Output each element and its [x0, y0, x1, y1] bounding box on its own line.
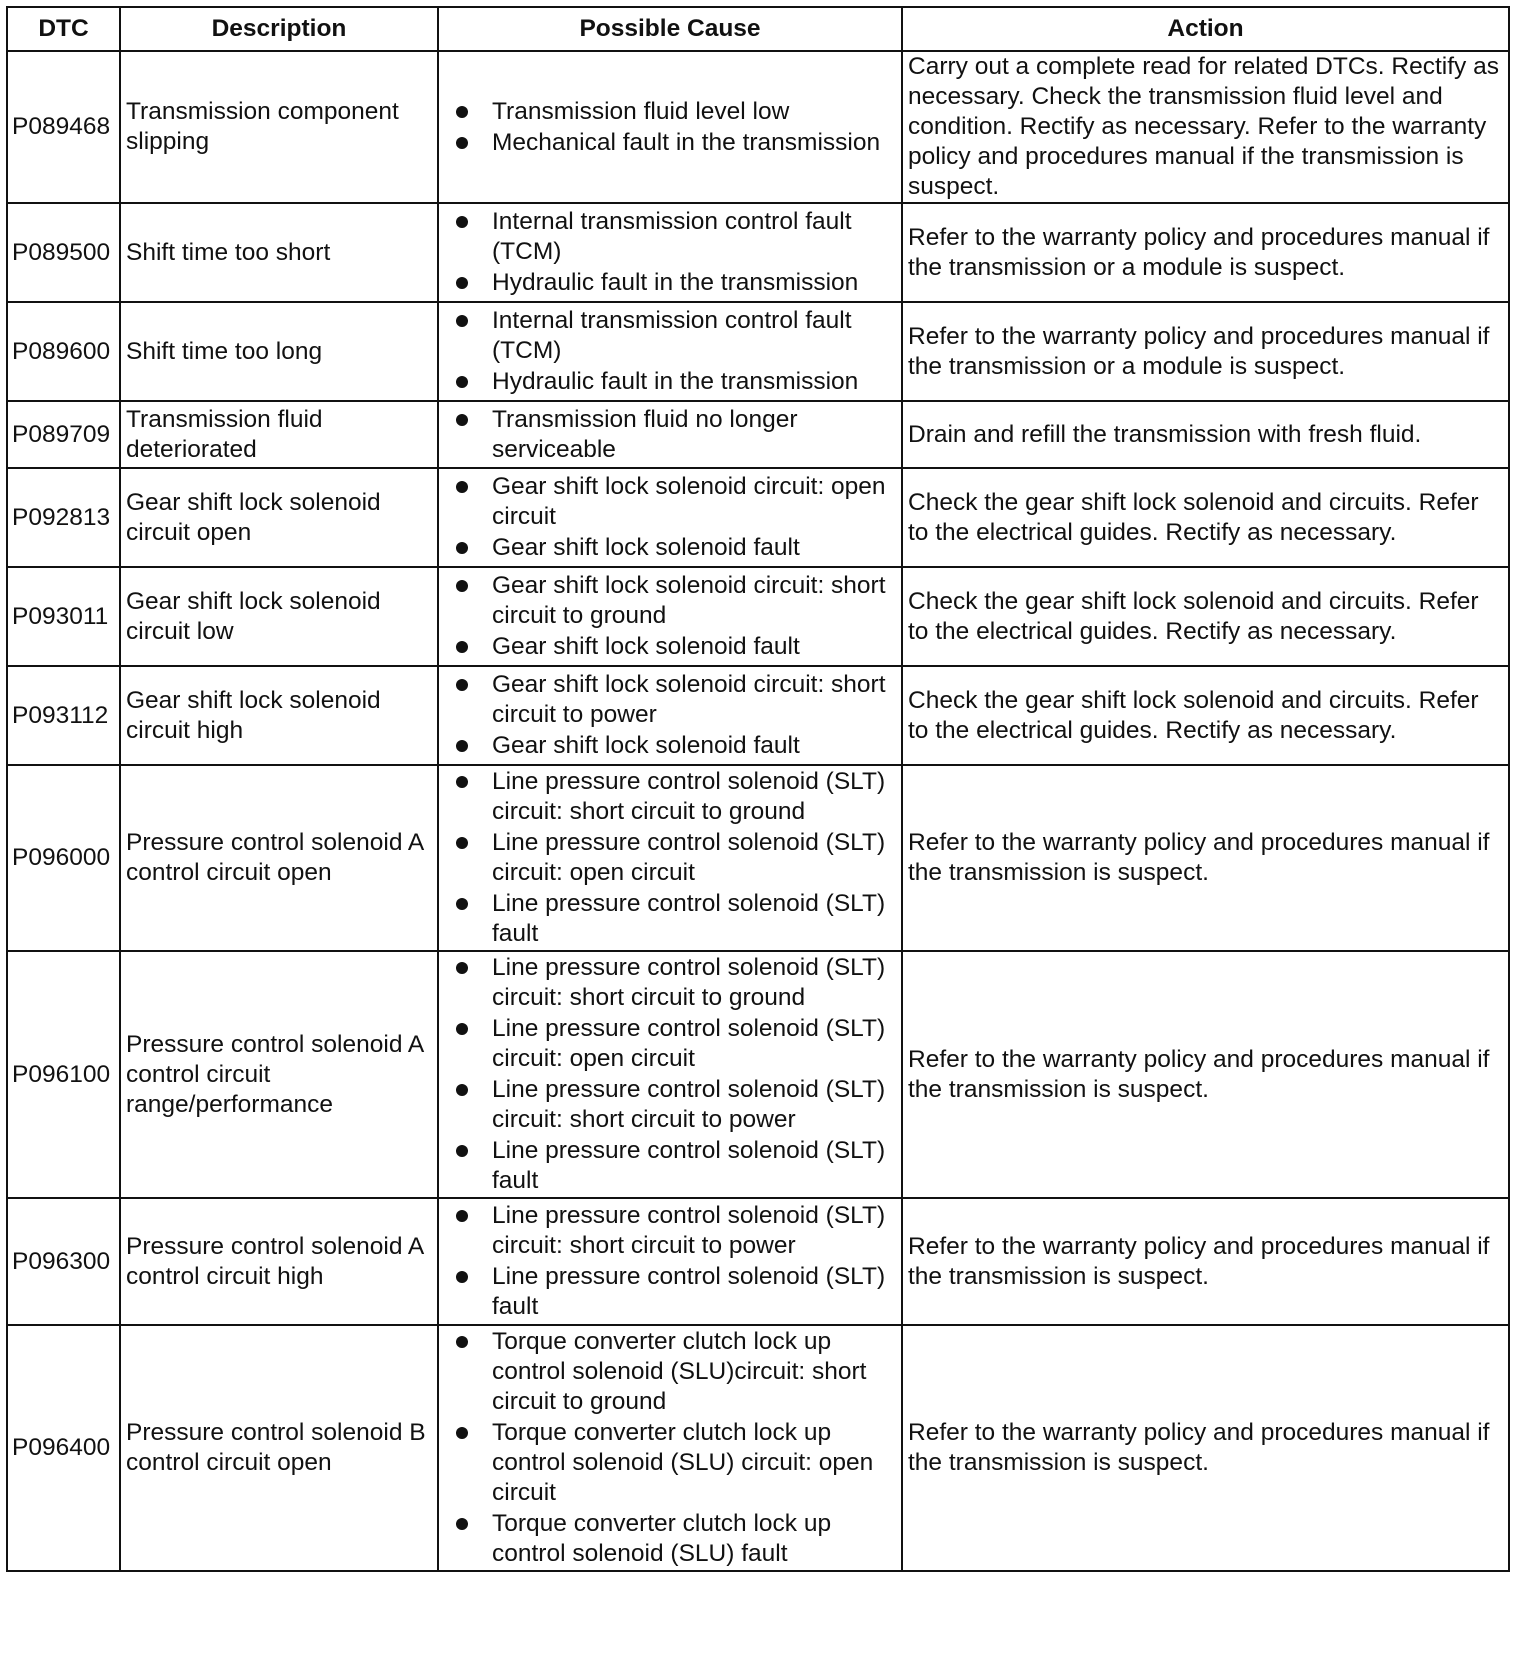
dtc-description: Transmission component slipping	[120, 51, 438, 203]
possible-cause-cell	[438, 1198, 902, 1325]
table-row	[7, 1325, 1509, 1571]
cause-item: Internal transmission control fault (TCM)	[492, 207, 896, 267]
table-row	[7, 468, 1509, 567]
cause-item: Hydraulic fault in the transmission	[492, 268, 896, 298]
table-row	[7, 1198, 1509, 1325]
header-description: Description	[120, 7, 438, 51]
table-row	[7, 203, 1509, 302]
dtc-code: P089600	[7, 302, 120, 401]
cause-list	[444, 472, 896, 563]
cause-item: Line pressure control solenoid (SLT) circuit: open circuit	[492, 828, 896, 888]
cause-list	[444, 306, 896, 397]
cause-item: Hydraulic fault in the transmission	[492, 367, 896, 397]
cause-item: Transmission fluid level low	[492, 97, 896, 127]
cause-item: Line pressure control solenoid (SLT) fault	[492, 1262, 896, 1322]
dtc-description: Gear shift lock solenoid circuit high	[120, 666, 438, 765]
possible-cause-cell	[438, 51, 902, 203]
table-row	[7, 765, 1509, 951]
dtc-description: Pressure control solenoid A control circuit range/performance	[120, 951, 438, 1198]
possible-cause-cell	[438, 401, 902, 468]
action-text: Carry out a complete read for related DTCs. Rectify as necessary. Check the transmission fluid level and condition. Rectify as necessary. Refer to the warranty policy and procedures manual if the transmission is suspect.	[902, 51, 1509, 203]
possible-cause-cell	[438, 1325, 902, 1571]
table-row	[7, 401, 1509, 468]
dtc-description: Pressure control solenoid A control circuit open	[120, 765, 438, 951]
cause-list	[444, 405, 896, 465]
cause-item: Gear shift lock solenoid fault	[492, 731, 896, 761]
dtc-description: Transmission fluid deteriorated	[120, 401, 438, 468]
cause-item: Line pressure control solenoid (SLT) circuit: short circuit to power	[492, 1075, 896, 1135]
cause-list	[444, 953, 896, 1196]
possible-cause-cell	[438, 567, 902, 666]
cause-list	[444, 670, 896, 761]
cause-list	[444, 1327, 896, 1569]
dtc-description: Pressure control solenoid B control circuit open	[120, 1325, 438, 1571]
cause-list	[444, 97, 896, 158]
dtc-code: P093011	[7, 567, 120, 666]
dtc-code: P089709	[7, 401, 120, 468]
table-row	[7, 567, 1509, 666]
action-text: Check the gear shift lock solenoid and circuits. Refer to the electrical guides. Rectify as necessary.	[902, 567, 1509, 666]
dtc-code: P096300	[7, 1198, 120, 1325]
table-row	[7, 51, 1509, 203]
action-text: Drain and refill the transmission with fresh fluid.	[902, 401, 1509, 468]
dtc-code: P096000	[7, 765, 120, 951]
dtc-code: P093112	[7, 666, 120, 765]
action-text: Refer to the warranty policy and procedures manual if the transmission is suspect.	[902, 1198, 1509, 1325]
dtc-code: P089468	[7, 51, 120, 203]
cause-item: Torque converter clutch lock up control solenoid (SLU) circuit: open circuit	[492, 1418, 896, 1508]
cause-item: Gear shift lock solenoid fault	[492, 632, 896, 662]
cause-item: Gear shift lock solenoid circuit: short circuit to power	[492, 670, 896, 730]
action-text: Refer to the warranty policy and procedures manual if the transmission or a module is suspect.	[902, 203, 1509, 302]
possible-cause-cell	[438, 468, 902, 567]
dtc-code: P089500	[7, 203, 120, 302]
dtc-code: P092813	[7, 468, 120, 567]
cause-item: Torque converter clutch lock up control solenoid (SLU)circuit: short circuit to ground	[492, 1327, 896, 1417]
table-row	[7, 951, 1509, 1198]
dtc-description: Pressure control solenoid A control circuit high	[120, 1198, 438, 1325]
header-action: Action	[902, 7, 1509, 51]
action-text: Refer to the warranty policy and procedures manual if the transmission is suspect.	[902, 951, 1509, 1198]
dtc-code: P096100	[7, 951, 120, 1198]
cause-item: Gear shift lock solenoid circuit: short circuit to ground	[492, 571, 896, 631]
action-text: Refer to the warranty policy and procedures manual if the transmission is suspect.	[902, 765, 1509, 951]
cause-item: Line pressure control solenoid (SLT) circuit: short circuit to power	[492, 1201, 896, 1261]
cause-list	[444, 1201, 896, 1322]
cause-list	[444, 207, 896, 298]
action-text: Refer to the warranty policy and procedures manual if the transmission or a module is suspect.	[902, 302, 1509, 401]
cause-list	[444, 767, 896, 949]
action-text: Check the gear shift lock solenoid and circuits. Refer to the electrical guides. Rectify as necessary.	[902, 468, 1509, 567]
table-header	[7, 7, 1509, 51]
action-text: Check the gear shift lock solenoid and circuits. Refer to the electrical guides. Rectify as necessary.	[902, 666, 1509, 765]
cause-item: Internal transmission control fault (TCM)	[492, 306, 896, 366]
header-possible-cause: Possible Cause	[438, 7, 902, 51]
cause-list	[444, 571, 896, 662]
possible-cause-cell	[438, 765, 902, 951]
table-row	[7, 666, 1509, 765]
possible-cause-cell	[438, 666, 902, 765]
cause-item: Line pressure control solenoid (SLT) circuit: open circuit	[492, 1014, 896, 1074]
dtc-description: Shift time too short	[120, 203, 438, 302]
header-dtc: DTC	[7, 7, 120, 51]
dtc-code: P096400	[7, 1325, 120, 1571]
possible-cause-cell	[438, 951, 902, 1198]
header-row	[7, 7, 1509, 51]
possible-cause-cell	[438, 203, 902, 302]
possible-cause-cell	[438, 302, 902, 401]
action-text: Refer to the warranty policy and procedures manual if the transmission is suspect.	[902, 1325, 1509, 1571]
dtc-table	[6, 6, 1510, 1572]
table-row	[7, 302, 1509, 401]
cause-item: Line pressure control solenoid (SLT) circuit: short circuit to ground	[492, 767, 896, 827]
cause-item: Line pressure control solenoid (SLT) fault	[492, 1136, 896, 1196]
cause-item: Line pressure control solenoid (SLT) fault	[492, 889, 896, 949]
cause-item: Transmission fluid no longer serviceable	[492, 405, 896, 465]
cause-item: Mechanical fault in the transmission	[492, 128, 896, 158]
dtc-description: Gear shift lock solenoid circuit open	[120, 468, 438, 567]
dtc-description: Gear shift lock solenoid circuit low	[120, 567, 438, 666]
cause-item: Line pressure control solenoid (SLT) circuit: short circuit to ground	[492, 953, 896, 1013]
dtc-description: Shift time too long	[120, 302, 438, 401]
cause-item: Gear shift lock solenoid circuit: open circuit	[492, 472, 896, 532]
table-body	[7, 51, 1509, 1571]
cause-item: Gear shift lock solenoid fault	[492, 533, 896, 563]
cause-item: Torque converter clutch lock up control solenoid (SLU) fault	[492, 1509, 896, 1569]
